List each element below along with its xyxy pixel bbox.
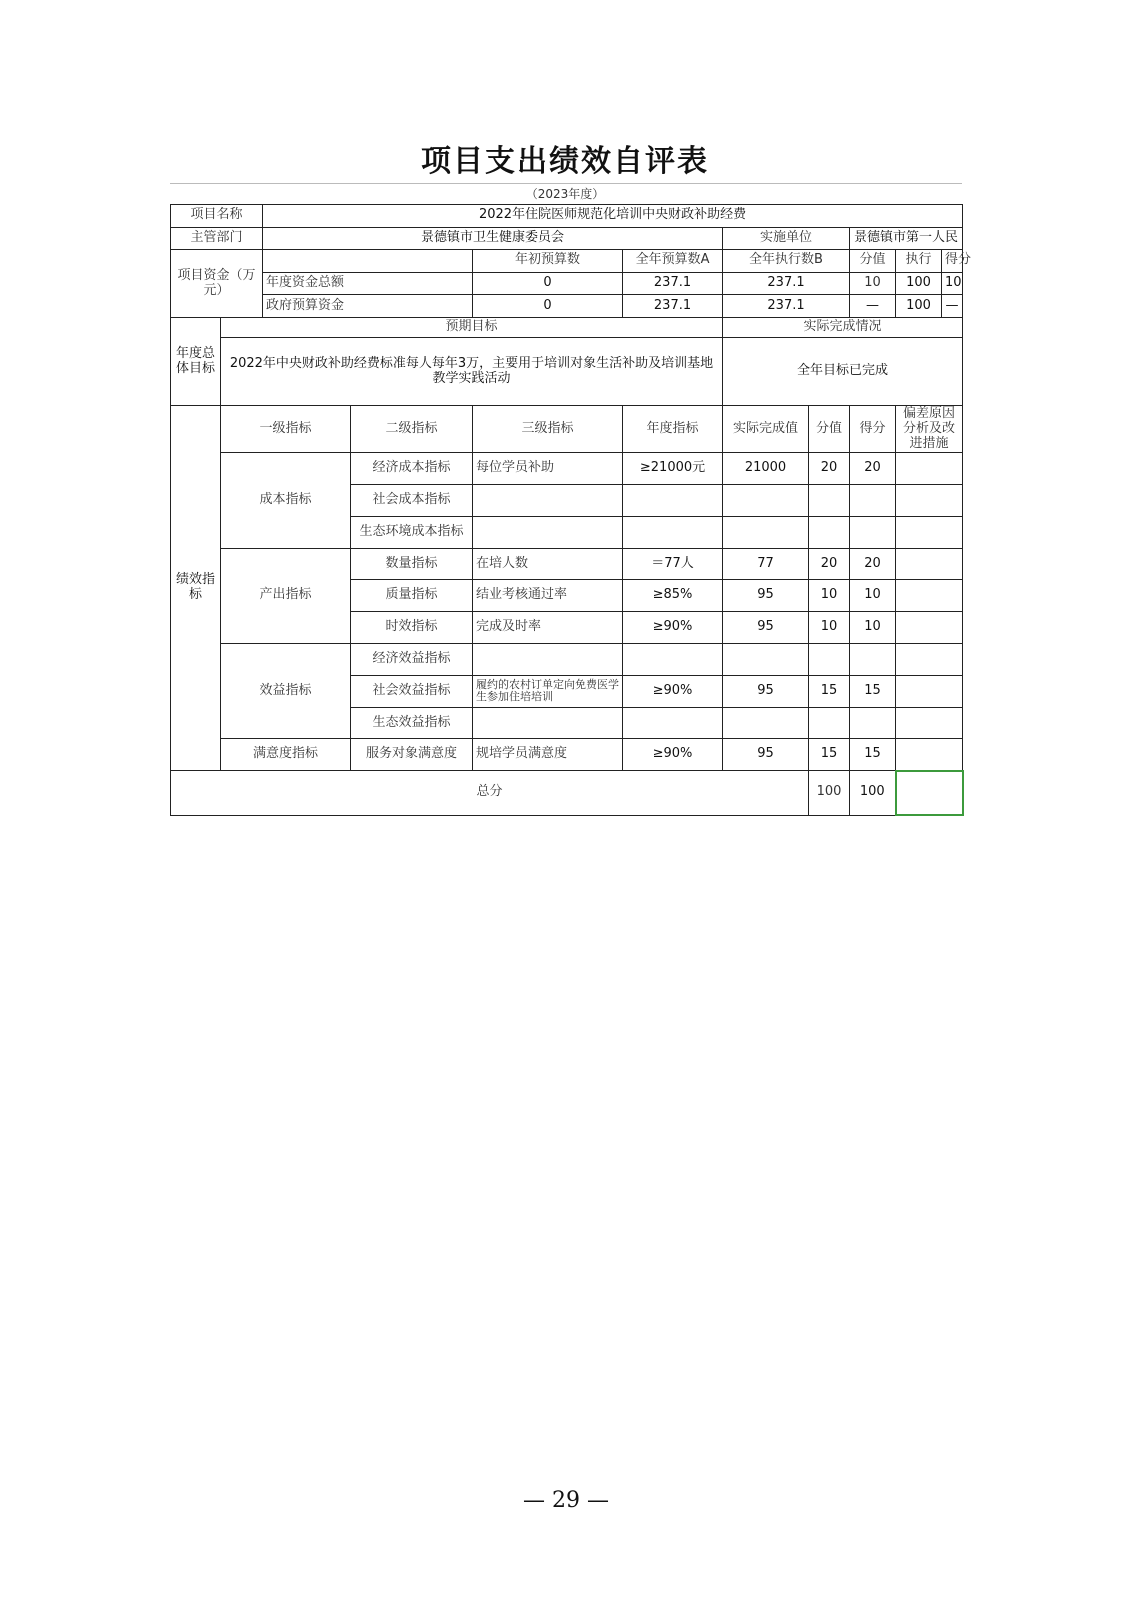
funds-full: 237.1 [623,272,723,295]
goals-expected: 2022年中央财政补助经费标准每人每年3万，主要用于培训对象生活补助及培训基地教学实践活动 [221,338,723,406]
page-number: — 29 — [523,1488,609,1513]
ind-analysis [896,516,963,548]
funds-row-label: 年度资金总额 [263,272,473,295]
funds-header-row [171,250,963,273]
ind-l2: 服务对象满意度 [351,739,473,771]
goals-label: 年度总体目标 [171,317,221,405]
indicators-header-row [171,406,963,453]
ind-analysis [896,580,963,612]
ind-header-analysis: 偏差原因分析及改进措施 [896,406,963,453]
ind-actual [723,484,809,516]
ind-l3: 规培学员满意度 [473,739,623,771]
ind-actual: 95 [723,580,809,612]
ind-score-val [809,516,850,548]
goals-content-row [171,338,963,406]
goals-header-row [171,317,963,338]
ind-l2: 生态效益指标 [351,707,473,739]
funds-full: 237.1 [623,295,723,318]
ind-target: ＝77人 [623,548,723,580]
ind-l3 [473,484,623,516]
ind-score-val: 10 [809,612,850,644]
funds-row-total [171,272,963,295]
ind-header-l2: 二级指标 [351,406,473,453]
ind-l3: 结业考核通过率 [473,580,623,612]
ind-score [850,516,896,548]
ind-l3: 每位学员补助 [473,453,623,485]
total-row [171,771,963,815]
ind-header-actual: 实际完成值 [723,406,809,453]
funds-score: — [942,295,963,318]
ind-header-score: 得分 [850,406,896,453]
ind-header-score-val: 分值 [809,406,850,453]
funds-header-blank [263,250,473,273]
performance-table [170,204,972,816]
ind-score: 10 [850,580,896,612]
ind-analysis [896,675,963,707]
funds-col-initial: 年初预算数 [473,250,623,273]
goals-actual: 全年目标已完成 [723,338,963,406]
ind-header-l3: 三级指标 [473,406,623,453]
ind-actual: 95 [723,675,809,707]
funds-score-val: 10 [850,272,896,295]
ind-l3: 履约的农村订单定向免费医学生参加住培培训 [473,675,623,707]
funds-col-score-val: 分值 [850,250,896,273]
funds-row-label: 政府预算资金 [263,295,473,318]
ind-score-val: 20 [809,453,850,485]
table-row [171,739,963,771]
project-name-label: 项目名称 [171,205,263,228]
ind-score: 15 [850,739,896,771]
ind-score: 20 [850,548,896,580]
ind-actual: 21000 [723,453,809,485]
ind-score: 20 [850,453,896,485]
ind-score-val: 15 [809,739,850,771]
total-analysis [896,771,963,815]
ind-l3 [473,516,623,548]
ind-actual [723,516,809,548]
ind-analysis [896,644,963,676]
ind-l2: 时效指标 [351,612,473,644]
ind-score-val [809,644,850,676]
ind-score: 15 [850,675,896,707]
ind-target: ≥90% [623,675,723,707]
ind-target: ≥90% [623,739,723,771]
project-name-row [171,205,963,228]
funds-exec-rate: 100 [896,295,942,318]
title-divider [170,183,962,184]
ind-score [850,707,896,739]
funds-label: 项目资金（万元） [171,250,263,318]
table-row [171,453,963,485]
ind-l3: 完成及时率 [473,612,623,644]
ind-score-val: 15 [809,675,850,707]
ind-analysis [896,484,963,516]
ind-score-val [809,484,850,516]
funds-score-val: — [850,295,896,318]
dept-name: 景德镇市卫生健康委员会 [263,227,723,250]
funds-initial: 0 [473,272,623,295]
total-score: 100 [850,771,896,815]
funds-initial: 0 [473,295,623,318]
ind-l2: 社会效益指标 [351,675,473,707]
ind-score: 10 [850,612,896,644]
ind-actual [723,707,809,739]
funds-row-gov [171,295,963,318]
ind-target: ≥90% [623,612,723,644]
document-title: 项目支出绩效自评表 [421,144,709,179]
ind-target [623,644,723,676]
indicators-section-label: 绩效指标 [171,406,221,771]
ind-target [623,484,723,516]
funds-exec: 237.1 [723,272,850,295]
project-name: 2022年住院医师规范化培训中央财政补助经费 [263,205,963,228]
ind-score [850,484,896,516]
ind-analysis [896,739,963,771]
ind-l1-benefit: 效益指标 [221,644,351,739]
ind-target [623,707,723,739]
ind-score-val [809,707,850,739]
ind-l2: 经济效益指标 [351,644,473,676]
funds-exec: 237.1 [723,295,850,318]
ind-score-val: 20 [809,548,850,580]
ind-score [850,644,896,676]
ind-l3 [473,644,623,676]
ind-actual: 95 [723,739,809,771]
ind-l2: 生态环境成本指标 [351,516,473,548]
impl-name: 景德镇市第一人民 [850,227,963,250]
ind-analysis [896,548,963,580]
ind-analysis [896,453,963,485]
ind-target [623,516,723,548]
ind-score-val: 10 [809,580,850,612]
funds-col-score: 得分 [942,250,963,273]
goals-expected-label: 预期目标 [221,317,723,338]
table-row [171,548,963,580]
funds-col-exec-rate: 执行 [896,250,942,273]
ind-l2: 数量指标 [351,548,473,580]
funds-score: 10 [942,272,963,295]
ind-header-l1: 一级指标 [221,406,351,453]
dept-label: 主管部门 [171,227,263,250]
total-label: 总分 [171,771,809,815]
ind-analysis [896,707,963,739]
funds-col-exec: 全年执行数B [723,250,850,273]
total-score-val: 100 [809,771,850,815]
ind-actual: 77 [723,548,809,580]
table-row [171,644,963,676]
document-year: （2023年度） [525,187,605,201]
ind-target: ≥85% [623,580,723,612]
ind-l2: 质量指标 [351,580,473,612]
impl-label: 实施单位 [723,227,850,250]
ind-analysis [896,612,963,644]
goals-actual-label: 实际完成情况 [723,317,963,338]
ind-header-target: 年度指标 [623,406,723,453]
funds-col-full: 全年预算数A [623,250,723,273]
ind-target: ≥21000元 [623,453,723,485]
ind-l2: 经济成本指标 [351,453,473,485]
funds-exec-rate: 100 [896,272,942,295]
ind-actual: 95 [723,612,809,644]
ind-l3 [473,707,623,739]
ind-l3: 在培人数 [473,548,623,580]
ind-l1-satisfaction: 满意度指标 [221,739,351,771]
ind-actual [723,644,809,676]
ind-l1-output: 产出指标 [221,548,351,643]
ind-l2: 社会成本指标 [351,484,473,516]
dept-row [171,227,963,250]
ind-l1-cost: 成本指标 [221,453,351,548]
